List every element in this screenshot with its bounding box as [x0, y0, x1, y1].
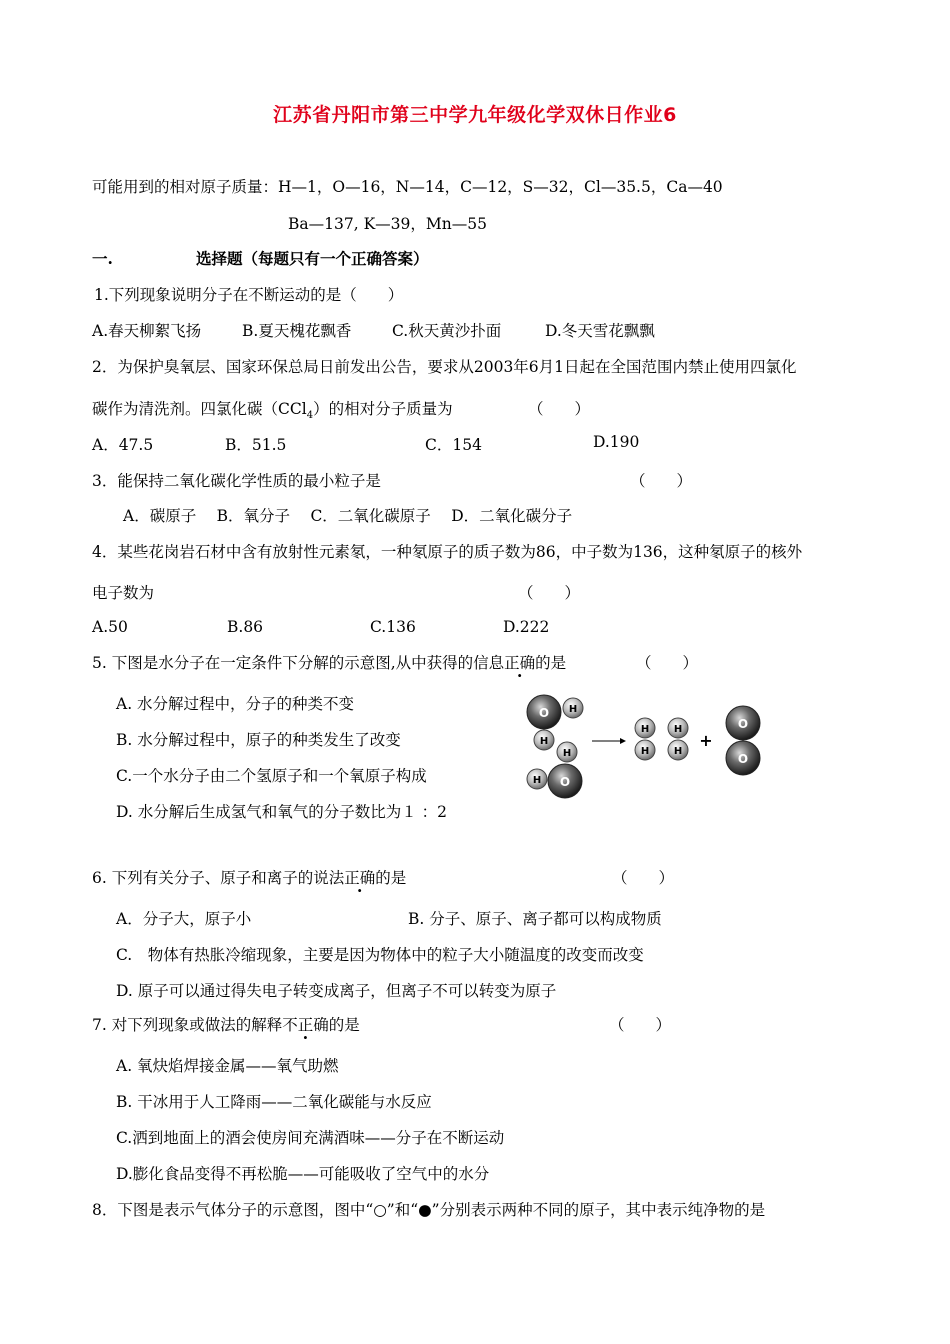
q8-stem: 8．下图是表示气体分子的示意图，图中“○”和“●”分别表示两种不同的原子，其中表示纯净物的是: [92, 1201, 766, 1219]
hydrogen-label: H: [562, 748, 572, 759]
q5-stem: [92, 651, 566, 673]
q7-stem-pre: 7. 对下列现象或做法的解释: [92, 1016, 283, 1034]
oxygen-label: O: [737, 752, 749, 766]
q6-option-c: C. 物体有热胀冷缩现象，主要是因为物体中的粒子大小随温度的改变而改变: [116, 946, 644, 964]
hydrogen-label: H: [640, 746, 650, 757]
oxygen-label: O: [737, 717, 749, 731]
q4-option-c: C.136: [370, 618, 416, 636]
q6-option-d: D. 原子可以通过得失电子转变成离子，但离子不可以转变为原子: [116, 982, 557, 1000]
q2-option-a: A．47.5: [92, 436, 154, 454]
q7-stem-post: 的是: [328, 1016, 360, 1034]
oxygen-label: O: [559, 775, 571, 789]
q3-answer-paren: （ ）: [630, 472, 693, 490]
q2-option-c: C．154: [425, 436, 482, 454]
q6-answer-paren: （ ）: [612, 869, 675, 887]
q2-subscript: 4: [306, 410, 314, 422]
q5-stem-pre: 5. 下图是水分子在一定条件下分解的示意图,从中获得的信息: [92, 654, 505, 672]
q4-stem-line1: 4．某些花岗岩石材中含有放射性元素氡，一种氡原子的质子数为86，中子数为136，这种氡原子的核外: [92, 543, 803, 561]
page-title: 江苏省丹阳市第三中学九年级化学双休日作业6: [273, 104, 677, 126]
q6-stem: [92, 866, 406, 888]
q5-option-d: D. 水分解后生成氢气和氧气的分子数比为１ ：2: [116, 803, 448, 821]
q5-option-a: A. 水分解过程中，分子的种类不变: [116, 695, 355, 713]
atomic-masses-line2: Ba—137, K—39，Mn—55: [288, 215, 487, 233]
q3-stem: 3．能保持二氧化碳化学性质的最小粒子是: [92, 472, 381, 490]
hydrogen-label: H: [640, 724, 650, 735]
oxygen-molecule: [726, 706, 760, 775]
q6-option-b: B. 分子、原子、离子都可以构成物质: [408, 910, 662, 928]
water-molecule-2: [527, 742, 582, 798]
atomic-masses-line1: 可能用到的相对原子质量：H—1，O—16，N—14，C—12，S—32，Cl—35.5，Ca—40: [92, 178, 723, 196]
q4-option-a: A.50: [92, 618, 128, 636]
q6-stem-pre: 6. 下列有关分子、原子和离子的说法: [92, 869, 345, 887]
hydrogen-label: H: [539, 736, 549, 747]
hydrogen-label: H: [673, 724, 683, 735]
q2-stem-line2-post: ）的相对分子质量为: [313, 400, 453, 418]
q7-option-a: A. 氧炔焰焊接金属——氧气助燃: [116, 1057, 339, 1075]
q5-option-b: B. 水分解过程中，原子的种类发生了改变: [116, 731, 401, 749]
q4-stem-line2: 电子数为: [92, 584, 155, 602]
oxygen-label: O: [538, 706, 550, 720]
q6-emphasis: 正确: [344, 869, 376, 887]
section-number: 一.: [92, 249, 113, 268]
q7-option-b: B. 干冰用于人工降雨——二氧化碳能与水反应: [116, 1093, 432, 1111]
q4-answer-paren: （ ）: [518, 584, 581, 602]
hydrogen-molecule-2: [668, 718, 688, 760]
section-heading: 选择题（每题只有一个正确答案）: [196, 249, 429, 268]
q1-option-b: B.夏天槐花飘香: [242, 322, 352, 340]
q1-option-a: A.春天柳絮飞扬: [92, 322, 202, 340]
q7-stem: [92, 1013, 360, 1035]
q1-option-d: D.冬天雪花飘飘: [545, 322, 655, 340]
q1-option-c: C.秋天黄沙扑面: [392, 322, 502, 340]
plus-sign: +: [699, 731, 713, 750]
q1-stem: 1.下列现象说明分子在不断运动的是（ ）: [94, 286, 404, 304]
q5-option-c: C.一个水分子由二个氢原子和一个氧原子构成: [116, 767, 427, 785]
hydrogen-label: H: [568, 704, 578, 715]
q3-options: A．碳原子 B．氧分子 C．二氧化碳原子 D．二氧化碳分子: [123, 507, 573, 525]
q6-stem-post: 的是: [375, 869, 407, 887]
q2-option-b: B．51.5: [225, 436, 287, 454]
hydrogen-label: H: [532, 775, 542, 786]
q7-answer-paren: （ ）: [609, 1016, 672, 1034]
q2-stem-line1: 2．为保护臭氧层、国家环保总局日前发出公告，要求从2003年6月1日起在全国范围内禁止使用四氯化: [92, 358, 797, 376]
q6-option-a: A．分子大，原子小: [116, 910, 252, 928]
water-molecule-1: [527, 695, 583, 750]
q7-option-c: C.洒到地面上的酒会使房间充满酒味——分子在不断运动: [116, 1129, 505, 1147]
q2-option-d: D.190: [593, 433, 640, 451]
hydrogen-label: H: [673, 746, 683, 757]
q7-emphasis: 不正确: [282, 1016, 329, 1034]
q4-option-d: D.222: [503, 618, 550, 636]
q5-answer-paren: （ ）: [636, 654, 699, 672]
q2-answer-paren: （ ）: [528, 400, 591, 418]
q5-stem-post: 的是: [535, 654, 567, 672]
q2-stem-line2: [92, 397, 453, 421]
q2-stem-line2-pre: 碳作为清洗剂。四氯化碳（CCl: [92, 400, 307, 418]
q5-emphasis: 正确: [504, 654, 536, 672]
water-decomposition-figure: [518, 688, 773, 804]
hydrogen-molecule-1: [635, 718, 655, 760]
q7-option-d: D.膨化食品变得不再松脆——可能吸收了空气中的水分: [116, 1165, 490, 1183]
q4-option-b: B.86: [227, 618, 264, 636]
reaction-arrow: [592, 738, 626, 744]
